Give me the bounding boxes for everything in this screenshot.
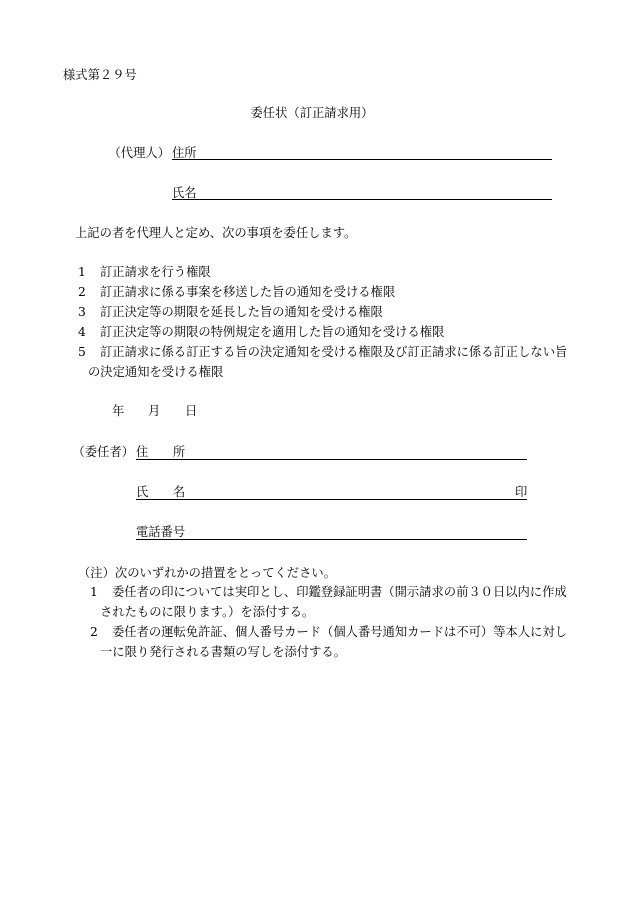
month-label: 月: [148, 404, 161, 418]
principal-phone-label: 電話番号: [136, 525, 186, 539]
list-item-number: 3: [78, 305, 86, 319]
note-item-continuation: 一に限り発行される書類の写しを添付する。: [100, 645, 346, 659]
list-item-continuation: の決定通知を受ける権限: [88, 365, 224, 379]
principal-phone-line: [136, 539, 527, 540]
principal-name-label: 氏 名: [136, 485, 186, 499]
list-item-number: 2: [78, 285, 86, 299]
note-item-continuation: されたものに限ります。）を添付する。: [100, 605, 315, 619]
seal-mark: 印: [515, 485, 528, 499]
list-item-text: 訂正決定等の期限を延長した旨の通知を受ける権限: [100, 305, 383, 319]
note-item-number: 2: [90, 625, 98, 639]
agent-address-label: 住所: [172, 146, 197, 160]
agent-address-line: [172, 159, 552, 160]
agent-name-label: 氏名: [172, 186, 197, 200]
list-item-text: 訂正請求に係る事案を移送した旨の通知を受ける権限: [100, 285, 396, 299]
notes-heading: （注）次のいずれかの措置をとってください。: [78, 566, 336, 580]
list-item-text: 訂正請求を行う権限: [100, 265, 211, 279]
principal-label: （委任者）: [72, 445, 134, 459]
agent-name-line: [172, 199, 552, 200]
principal-address-line: [136, 459, 527, 460]
note-item-text: 委任者の印については実印とし、印鑑登録証明書（開示請求の前３０日以内に作成: [112, 585, 567, 599]
delegation-statement: 上記の者を代理人と定め、次の事項を委任します。: [75, 226, 357, 240]
list-item-number: 5: [78, 345, 86, 359]
list-item-number: 1: [78, 265, 86, 279]
principal-address-label: 住 所: [136, 445, 186, 459]
note-item-text: 委任者の運転免許証、個人番号カード（個人番号通知カードは不可）等本人に対し: [112, 625, 567, 639]
document-title: 委任状（訂正請求用）: [250, 106, 374, 120]
principal-name-line: [136, 499, 527, 500]
list-item-text: 訂正請求に係る訂正する旨の決定通知を受ける権限及び訂正請求に係る訂正しない旨: [100, 345, 568, 359]
year-label: 年: [112, 404, 125, 418]
list-item-text: 訂正決定等の期限の特例規定を適用した旨の通知を受ける権限: [100, 325, 445, 339]
note-item-number: 1: [90, 585, 98, 599]
day-label: 日: [185, 404, 198, 418]
form-number: 様式第２９号: [63, 68, 137, 82]
list-item-number: 4: [78, 325, 86, 339]
agent-label: （代理人）: [108, 146, 170, 160]
